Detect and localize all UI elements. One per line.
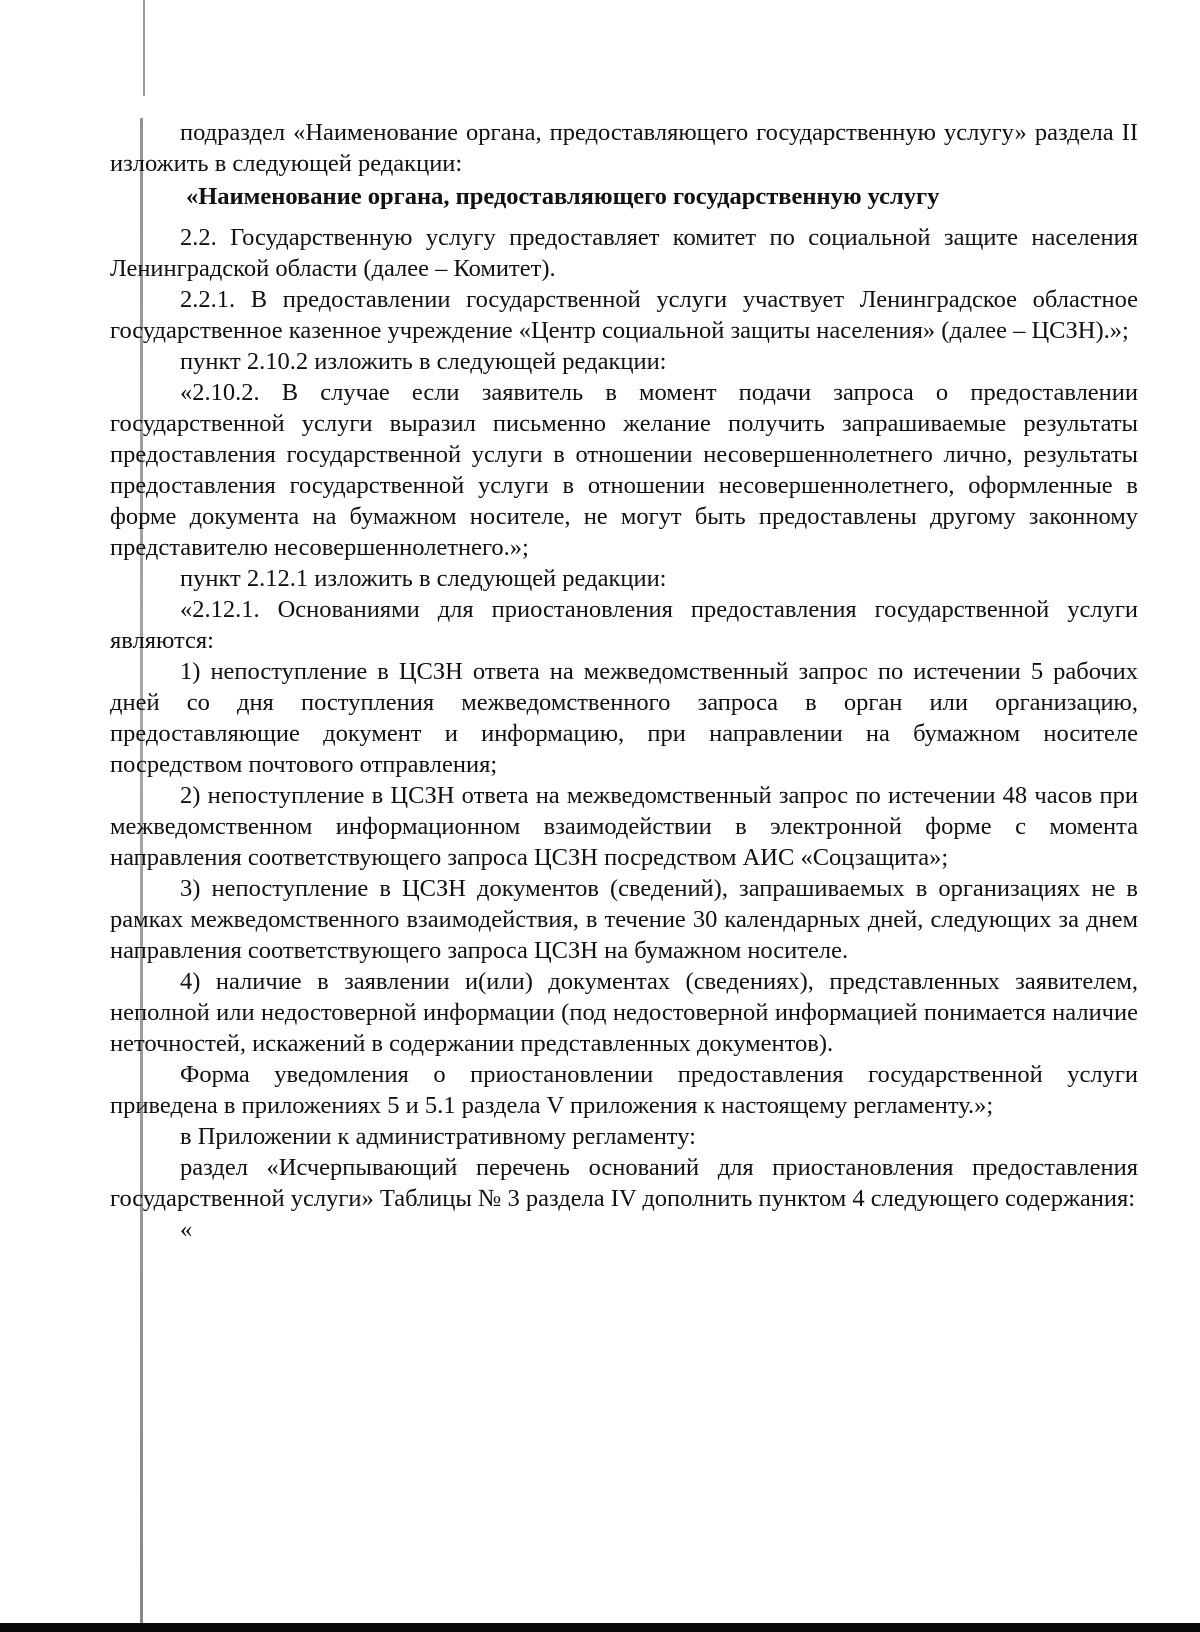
scan-artifact-line-top (143, 0, 145, 96)
list-item-1: 1) непоступление в ЦСЗН ответа на межведомственный запрос по истечении 5 рабочих дней со дня поступления межведомственного запроса в орган или организацию, предоставляющие документ и информацию, при направлении на бумажном носителе посредством почтового отправления; (110, 658, 1138, 778)
paragraph-open-quote: « (180, 1216, 193, 1243)
paragraph-2-2: 2.2. Государственную услугу предоставляет комитет по социальной защите населения Ленинградской области (далее – Комитет). (110, 224, 1138, 282)
list-item-3: 3) непоступление в ЦСЗН документов (сведений), запрашиваемых в организациях не в рамках межведомственного взаимодействия, в течение 30 календарных дней, следующих за днем направления соответствующего запроса ЦСЗН на бумажном носителе. (110, 875, 1138, 964)
document-body (110, 117, 1138, 1245)
paragraph-appendix-intro: в Приложении к административному регламенту: (180, 1123, 696, 1150)
list-item-4: 4) наличие в заявлении и(или) документах (сведениях), представленных заявителем, неполной или недостоверной информации (под недостоверной информацией понимается наличие неточностей, искажений в содержании представленных документов). (110, 968, 1138, 1057)
scan-bottom-edge (0, 1623, 1200, 1632)
section-heading: «Наименование органа, предоставляющего государственную услугу (186, 183, 940, 210)
paragraph-point-2-10-2-intro: пункт 2.10.2 изложить в следующей редакции: (180, 348, 667, 375)
paragraph-notification-form: Форма уведомления о приостановлении предоставления государственной услуги приведена в приложениях 5 и 5.1 раздела V приложения к настоящему регламенту.»; (110, 1061, 1138, 1119)
paragraph-2-2-1: 2.2.1. В предоставлении государственной услуги участвует Ленинградское областное государственное казенное учреждение «Центр социальной защиты населения» (далее – ЦСЗН).»; (110, 286, 1138, 344)
paragraph-2-12-1: «2.12.1. Основаниями для приостановления предоставления государственной услуги являются: (110, 596, 1138, 654)
paragraph-2-10-2: «2.10.2. В случае если заявитель в момент подачи запроса о предоставлении государственной услуги выразил письменно желание получить запрашиваемые результаты предоставления государственной услуги в отношении несовершеннолетнего лично, результаты предоставления государственной услуги в отношении несовершеннолетнего, оформленные в форме документа на бумажном носителе, не могут быть предоставлены другому законному представителю несовершеннолетнего.»; (110, 379, 1138, 561)
list-item-2: 2) непоступление в ЦСЗН ответа на межведомственный запрос по истечении 48 часов при межведомственном информационном взаимодействии в электронной форме с момента направления соответствующего запроса ЦСЗН посредством АИС «Соцзащита»; (110, 782, 1138, 871)
paragraph-table-3-addition: раздел «Исчерпывающий перечень оснований для приостановления предоставления государственной услуги» Таблицы № 3 раздела IV дополнить пунктом 4 следующего содержания: (110, 1154, 1138, 1212)
paragraph-point-2-12-1-intro: пункт 2.12.1 изложить в следующей редакции: (180, 565, 667, 592)
paragraph-subsection-intro: подраздел «Наименование органа, предоставляющего государственную услугу» раздела II изложить в следующей редакции: (110, 119, 1138, 177)
